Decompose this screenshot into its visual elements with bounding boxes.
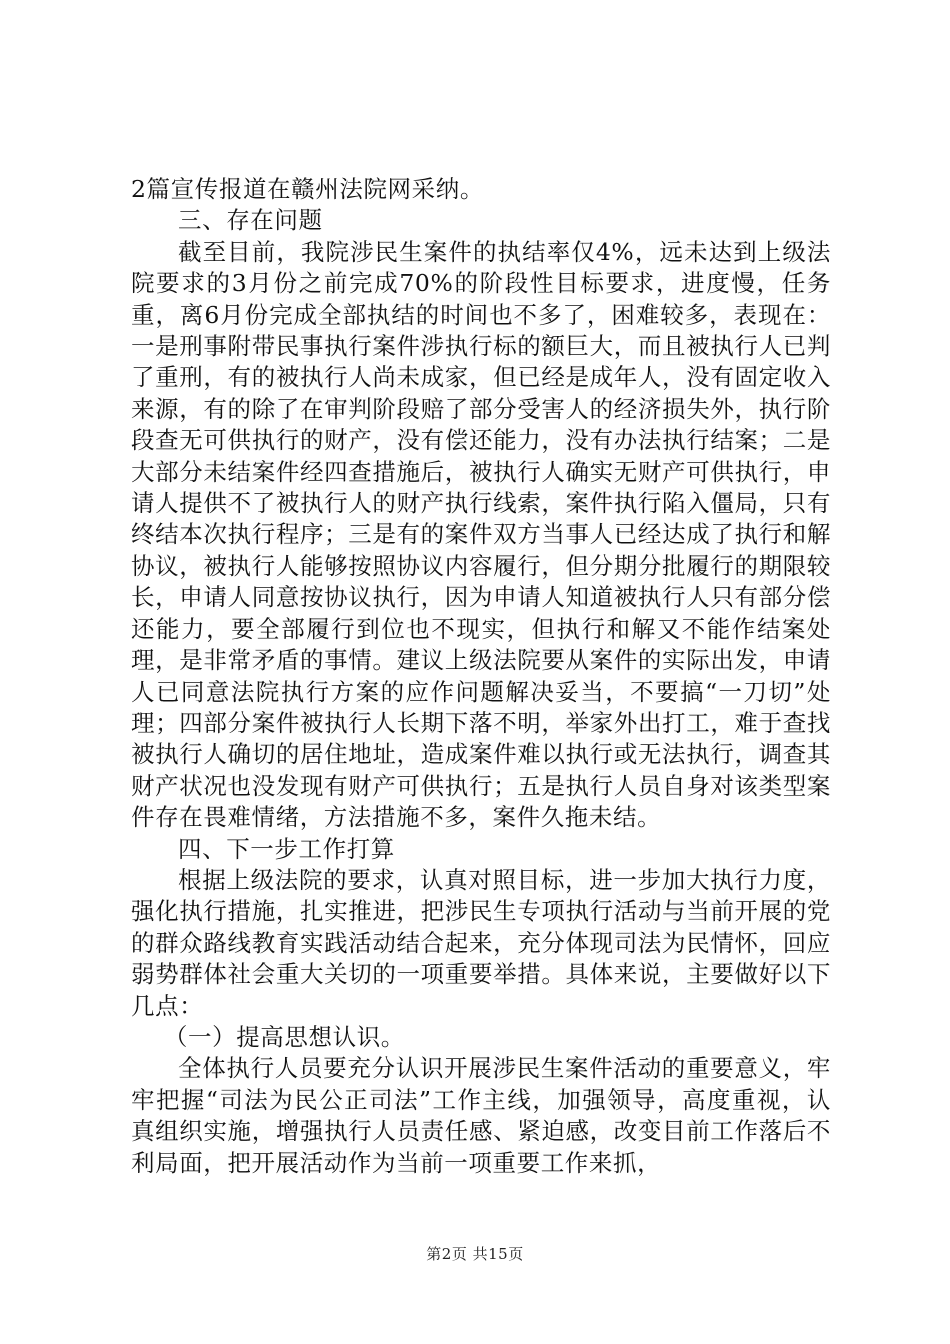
section-heading-next-steps: 四、下一步工作打算 [178, 834, 395, 863]
paragraph-next-steps: 根据上级法院的要求，认真对照目标，进一步加大执行力度，强化执行措施，扎实推进，把涉民生专项执行活动与当前开展的党的群众路线教育实践活动结合起来，充分体现司法为民情怀，回应弱势群体社会重大关切的一项重要举措。具体来说，主要做好以下几点： [131, 865, 831, 1020]
subheading-improve-awareness: （一）提高思想认识。 [163, 1022, 405, 1051]
section-heading-problems: 三、存在问题 [178, 206, 323, 235]
paragraph-continuation: 2篇宣传报道在赣州法院网采纳。 [131, 175, 484, 203]
paragraph-improve-awareness: 全体执行人员要充分认识开展涉民生案件活动的重要意义，牢牢把握“司法为民公正司法”工作主线，加强领导，高度重视，认真组织实施，增强执行人员责任感、紧迫感，改变目前工作落后不利局面，把开展活动作为当前一项重要工作来抓， [131, 1054, 831, 1177]
paragraph-problems: 截至目前，我院涉民生案件的执结率仅4%，远未达到上级法院要求的3月份之前完成70%的阶段性目标要求，进度慢，任务重，离6月份完成全部执结的时间也不多了，困难较多，表现在：一是刑事附带民事执行案件涉执行标的额巨大，而且被执行人已判了重刑，有的被执行人尚未成家，但已经是成年人，没有固定收入来源，有的除了在审判阶段赔了部分受害人的经济损失外，执行阶段查无可供执行的财产，没有偿还能力，没有办法执行结案；二是大部分未结案件经四查措施后，被执行人确实无财产可供执行，申请人提供不了被执行人的财产执行线索，案件执行陷入僵局，只有终结本次执行程序；三是有的案件双方当事人已经达成了执行和解协议，被执行人能够按照协议内容履行，但分期分批履行的期限较长，申请人同意按协议执行，因为申请人知道被执行人只有部分偿还能力，要全部履行到位也不现实，但执行和解又不能作结案处理，是非常矛盾的事情。建议上级法院要从案件的实际出发，申请人已同意法院执行方案的应作问题解决妥当，不要搞“一刀切”处理；四部分案件被执行人长期下落不明，举家外出打工，难于查找被执行人确切的居住地址，造成案件难以执行或无法执行，调查其财产状况也没发现有财产可供执行；五是执行人员自身对该类型案件存在畏难情绪，方法措施不多，案件久拖未结。 [131, 237, 831, 832]
page-number-footer: 第2页 共15页 [426, 1245, 524, 1263]
document-body [131, 174, 831, 1179]
